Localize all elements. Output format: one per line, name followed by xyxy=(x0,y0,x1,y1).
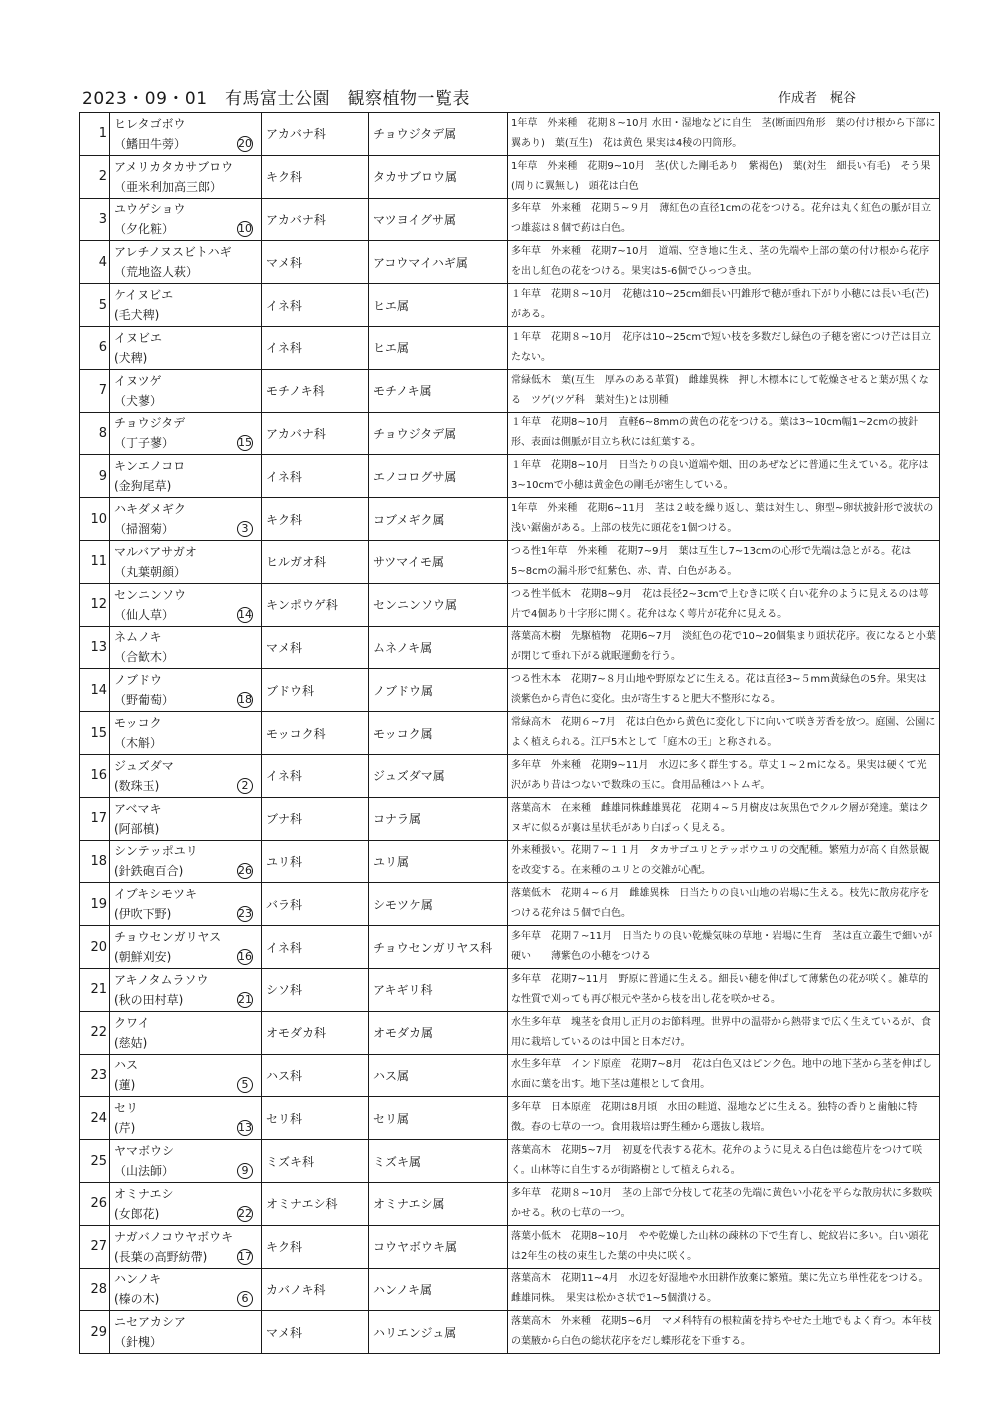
table-row xyxy=(80,540,940,583)
plant-description-text: １年草 花期8~10月 日当たりの良い道端や畑、田のあぜなどに普通に生えている。花序は3~10cmで小穂は黄金色の剛毛が密生している。 xyxy=(511,460,929,492)
plant-family: バラ科 xyxy=(262,883,369,926)
plant-name-cell xyxy=(110,1097,262,1140)
plant-name-cell xyxy=(110,1268,262,1311)
map-number-badge: 3 xyxy=(237,521,253,537)
plant-name: イヌツゲ xyxy=(114,373,162,388)
plant-family: マメ科 xyxy=(262,241,369,284)
plant-table xyxy=(79,112,940,1354)
plant-genus: マツヨイグサ属 xyxy=(369,198,508,241)
row-number: 12 xyxy=(80,583,110,626)
page-header xyxy=(82,84,940,110)
plant-name: アキノタムラソウ xyxy=(114,972,209,987)
plant-genus: エノコログサ属 xyxy=(369,455,508,498)
plant-name-cell xyxy=(110,412,262,455)
plant-description xyxy=(508,241,940,284)
map-number-badge: 5 xyxy=(237,1077,253,1093)
plant-description-text: １年草 花期８~10月 花穂は10~25cm細長い円錐形で穂が垂れ下がり小穂には長い毛(芒)がある。 xyxy=(511,289,929,321)
row-number: 7 xyxy=(80,369,110,412)
plant-description-text: 1年草 外来種 花期9~10月 茎(伏した剛毛あり 紫褐色) 葉(対生 細長い有毛) そう果(周りに翼無し) 頭花は白色 xyxy=(511,160,931,192)
plant-family: イネ科 xyxy=(262,754,369,797)
table-row xyxy=(80,1311,940,1354)
plant-family: セリ科 xyxy=(262,1097,369,1140)
plant-name-cell xyxy=(110,883,262,926)
plant-genus: コウヤボウキ属 xyxy=(369,1225,508,1268)
plant-family: キク科 xyxy=(262,1225,369,1268)
plant-genus: ユリ属 xyxy=(369,840,508,883)
plant-name-cell xyxy=(110,797,262,840)
plant-description xyxy=(508,1097,940,1140)
plant-family: オモダカ科 xyxy=(262,1011,369,1054)
row-number: 1 xyxy=(80,113,110,156)
map-number-badge: 15 xyxy=(238,436,252,450)
plant-name-cell xyxy=(110,155,262,198)
plant-genus: コナラ属 xyxy=(369,797,508,840)
map-number-badge: 10 xyxy=(238,222,252,236)
plant-description-text: 多年草 花期7~11月 野原に普通に生える。細長い穂を伸ばして薄紫色の花が咲く。雑草的な性質で刈っても再び根元や茎から枝を出し花を咲かせる。 xyxy=(511,973,929,1005)
plant-description xyxy=(508,712,940,755)
row-number: 3 xyxy=(80,198,110,241)
plant-name-cell xyxy=(110,198,262,241)
map-number-badge: 17 xyxy=(238,1249,252,1263)
plant-description-text: 多年草 外来種 花期7~10月 道端、空き地に生え、茎の先端や上部の葉の付け根から花序を出し紅色の花をつける。果実は5-6個でひっつき虫。 xyxy=(511,246,930,278)
plant-description xyxy=(508,455,940,498)
row-number: 15 xyxy=(80,712,110,755)
table-row xyxy=(80,412,940,455)
map-number-badge: 20 xyxy=(238,136,252,150)
plant-name-kanji: (阿部槙) xyxy=(114,821,160,836)
plant-family: イネ科 xyxy=(262,926,369,969)
plant-family: ミズキ科 xyxy=(262,1140,369,1183)
plant-genus: サツマイモ属 xyxy=(369,540,508,583)
plant-genus: ハス属 xyxy=(369,1054,508,1097)
plant-name-cell xyxy=(110,754,262,797)
plant-description-text: 水生多年草 塊茎を食用し正月のお節料理。世界中の温帯から熱帯まで広く生えているが、食用に栽培しているのは中国と日本だけ。 xyxy=(511,1016,931,1048)
plant-description xyxy=(508,626,940,669)
plant-name-kanji: (芹) xyxy=(114,1121,136,1136)
plant-family: アカバナ科 xyxy=(262,412,369,455)
table-row xyxy=(80,583,940,626)
plant-description-text: 落葉低木 花期４~６月 雌雄異株 日当たりの良い山地の岩場に生える。枝先に散房花序をつける花弁は５個で白色。 xyxy=(511,888,930,920)
plant-family: ブドウ科 xyxy=(262,669,369,712)
plant-name-cell xyxy=(110,926,262,969)
plant-name-kanji: (犬稗) xyxy=(114,350,148,365)
plant-family: ハス科 xyxy=(262,1054,369,1097)
plant-description xyxy=(508,1225,940,1268)
plant-family: オミナエシ科 xyxy=(262,1182,369,1225)
plant-name-cell xyxy=(110,455,262,498)
plant-genus: ヒエ属 xyxy=(369,326,508,369)
plant-name-kanji: (数珠玉) xyxy=(114,778,160,793)
plant-description xyxy=(508,1140,940,1183)
plant-family: イネ科 xyxy=(262,455,369,498)
plant-description xyxy=(508,926,940,969)
table-row xyxy=(80,113,940,156)
plant-description xyxy=(508,284,940,327)
row-number: 28 xyxy=(80,1268,110,1311)
plant-description-text: 水生多年草 インド原産 花期7~8月 花は白色又はピンク色。地中の地下茎から茎を伸ばし水面に葉を出す。地下茎は蓮根として食用。 xyxy=(511,1059,932,1091)
author-label: 作成者 梶谷 xyxy=(778,91,857,106)
map-number-badge: 18 xyxy=(238,693,252,707)
plant-table-body xyxy=(80,113,940,1354)
plant-name-kanji: （丸葉朝顔） xyxy=(114,564,187,579)
table-row xyxy=(80,669,940,712)
plant-genus: チョウジタデ属 xyxy=(369,113,508,156)
plant-description-text: １年草 花期8~10月 直軽6~8mmの黄色の花をつける。葉は3~10cm幅1~2cmの披針形、表面は側脈が目立ち秋には紅葉する。 xyxy=(511,417,919,449)
table-row xyxy=(80,840,940,883)
plant-name-kanji: （夕化粧） xyxy=(114,222,175,237)
plant-genus: セリ属 xyxy=(369,1097,508,1140)
plant-name: ノブドウ xyxy=(114,673,163,688)
plant-name-kanji: (朝鮮刈安) xyxy=(114,950,172,965)
plant-name: ユウゲショウ xyxy=(114,202,186,217)
page-title: 2023・09・01 有馬富士公園 観察植物一覧表 xyxy=(82,89,471,109)
table-row xyxy=(80,1054,940,1097)
plant-family: シソ科 xyxy=(262,968,369,1011)
plant-description-text: 常緑低木 葉(互生 厚みのある革質) 雌雄異株 押し木標本にして乾燥させると葉が黒くなる ツゲ(ツゲ科 葉対生)とは別種 xyxy=(511,374,929,406)
plant-description xyxy=(508,840,940,883)
plant-name-kanji: （山法師） xyxy=(114,1164,175,1179)
row-number: 11 xyxy=(80,540,110,583)
plant-genus: タカサブロウ属 xyxy=(369,155,508,198)
plant-name: モッコク xyxy=(114,716,162,731)
row-number: 16 xyxy=(80,754,110,797)
map-number-badge: 2 xyxy=(237,778,253,794)
plant-name-cell xyxy=(110,241,262,284)
plant-name: ハキダメギク xyxy=(114,502,186,517)
plant-name-kanji: (女郎花) xyxy=(114,1206,160,1221)
row-number: 27 xyxy=(80,1225,110,1268)
plant-family: マメ科 xyxy=(262,1311,369,1354)
plant-description-text: 多年草 外来種 花期５~９月 薄紅色の直径1cmの花をつける。花弁は丸く紅色の脈が目立つ雄蕊は８個で葯は白色。 xyxy=(511,203,931,235)
plant-name-cell xyxy=(110,712,262,755)
plant-genus: モチノキ属 xyxy=(369,369,508,412)
plant-description-text: 多年草 外来種 花期9~11月 水辺に多く群生する。草丈１~２mになる。果実は硬くて光沢があり昔はつないで数珠の玉に。食用品種はハトムギ。 xyxy=(511,759,927,791)
plant-description xyxy=(508,155,940,198)
plant-name-cell xyxy=(110,669,262,712)
plant-family: カバノキ科 xyxy=(262,1268,369,1311)
plant-family: キク科 xyxy=(262,498,369,541)
plant-description xyxy=(508,1311,940,1354)
table-row xyxy=(80,883,940,926)
plant-family: モチノキ科 xyxy=(262,369,369,412)
plant-name: ナガバノコウヤボウキ xyxy=(114,1229,234,1244)
map-number-badge: 14 xyxy=(238,607,252,621)
plant-family: マメ科 xyxy=(262,626,369,669)
plant-genus: シモツケ属 xyxy=(369,883,508,926)
plant-name: ヤマボウシ xyxy=(114,1144,175,1159)
plant-name-cell xyxy=(110,1182,262,1225)
row-number: 6 xyxy=(80,326,110,369)
plant-genus: ヒエ属 xyxy=(369,284,508,327)
plant-name-kanji: (針鉄砲百合) xyxy=(114,864,184,879)
plant-name-cell xyxy=(110,1140,262,1183)
plant-description-text: つる性1年草 外来種 花期7~9月 葉は互生し7~13cmの心形で先端は急とがる。花は5~8cmの漏斗形で紅紫色、赤、青、白色がある。 xyxy=(511,545,912,577)
plant-family: モッコク科 xyxy=(262,712,369,755)
plant-description-text: 落葉高木樹 先駆植物 花期6~7月 淡紅色の花で10~20個集まり頭状花序。夜になると小葉が閉じて垂れ下がる就眠運動を行う。 xyxy=(511,631,936,663)
plant-name-kanji: (金狗尾草) xyxy=(114,479,172,494)
table-row xyxy=(80,284,940,327)
plant-name-kanji: (長葉の高野紡帶) xyxy=(114,1249,208,1264)
plant-name-cell xyxy=(110,498,262,541)
plant-name-kanji: （合歓木） xyxy=(114,650,175,665)
plant-description xyxy=(508,669,940,712)
plant-name: ケイヌビエ xyxy=(114,288,174,303)
plant-description xyxy=(508,369,940,412)
plant-name-kanji: （荒地盗人萩） xyxy=(114,265,199,280)
plant-name-cell xyxy=(110,540,262,583)
plant-name-kanji: (秋の田村草) xyxy=(114,992,184,1007)
table-row xyxy=(80,155,940,198)
plant-family: ユリ科 xyxy=(262,840,369,883)
table-row xyxy=(80,369,940,412)
plant-description xyxy=(508,1054,940,1097)
table-row xyxy=(80,1011,940,1054)
plant-family: キンポウゲ科 xyxy=(262,583,369,626)
plant-name-kanji: （犬蓼） xyxy=(114,393,163,408)
plant-name-kanji: （亜米利加高三郎） xyxy=(114,179,223,194)
plant-description-text: 落葉高木 在来種 雌雄同株雌雄異花 花期４~５月樹皮は灰黒色でクルク層が発達。葉はクヌギに似るが裏は星状毛があり白ぽっく見える。 xyxy=(511,802,929,834)
map-number-badge: 21 xyxy=(238,992,252,1006)
plant-description-text: 1年草 外来種 花期6~11月 茎は２岐を繰り返し、葉は対生し、卵型~卵状披針形で波状の浅い鋸歯がある。上部の枝先に頭花を1個つける。 xyxy=(511,503,934,535)
plant-description-text: 落葉高木 外来種 花期5~6月 マメ科特有の根粒菌を持ちやせた土地でもよく育つ。本年枝の葉腋から白色の総状花序をだし蝶形花を下垂する。 xyxy=(511,1316,932,1348)
plant-name: シンテッポユリ xyxy=(114,844,198,859)
plant-description-text: 落葉高木 花期11~4月 水辺を好湿地や水田耕作放棄に繁殖。葉に先立ち単性花をつける。雌雄同株。 果実は松かさ状で1~5個潰ける。 xyxy=(511,1273,929,1305)
plant-description-text: つる性木本 花期7~８月山地や野原などに生える。花は直径3~５mm黄緑色の5弁。果実は淡紫色から青色に変化。虫が寄生すると肥大不整形になる。 xyxy=(511,674,927,706)
plant-name-cell xyxy=(110,840,262,883)
plant-description-text: 落葉高木 花期5~7月 初夏を代表する花木。花弁のように見える白色は総苞片をつけて咲く。山林等に自生するが街路樹として植えられる。 xyxy=(511,1145,923,1177)
plant-description-text: 多年草 花期７~11月 日当たりの良い乾燥気味の草地・岩場に生育 茎は直立叢生で細いが硬い 薄紫色の小穂をつける xyxy=(511,931,933,963)
plant-name-cell xyxy=(110,369,262,412)
row-number: 4 xyxy=(80,241,110,284)
plant-name-cell xyxy=(110,1011,262,1054)
map-number-badge: 16 xyxy=(238,949,252,963)
row-number: 18 xyxy=(80,840,110,883)
plant-name: ハス xyxy=(114,1058,139,1073)
plant-description-text: 多年草 花期８~10月 茎の上部で分枝して花茎の先端に黄色い小花を平らな散房状に多数咲かせる。秋の七草の一つ。 xyxy=(511,1187,933,1219)
plant-name-cell xyxy=(110,326,262,369)
plant-family: アカバナ科 xyxy=(262,113,369,156)
table-row xyxy=(80,626,940,669)
plant-genus: センニンソウ属 xyxy=(369,583,508,626)
plant-description xyxy=(508,540,940,583)
plant-name-cell xyxy=(110,1225,262,1268)
table-row xyxy=(80,1225,940,1268)
table-row xyxy=(80,1097,940,1140)
plant-description xyxy=(508,754,940,797)
map-number-badge: 9 xyxy=(237,1163,253,1179)
row-number: 14 xyxy=(80,669,110,712)
plant-name: ヒレタゴボウ xyxy=(114,116,186,131)
plant-genus: チョウジタデ属 xyxy=(369,412,508,455)
plant-name-kanji: （仙人草） xyxy=(114,607,175,622)
table-row xyxy=(80,926,940,969)
row-number: 22 xyxy=(80,1011,110,1054)
plant-description xyxy=(508,583,940,626)
plant-name: チョウセンガリヤス xyxy=(114,930,222,945)
plant-description xyxy=(508,198,940,241)
plant-name-kanji: （針槐） xyxy=(114,1335,163,1350)
table-row xyxy=(80,198,940,241)
plant-name-kanji: （野葡萄） xyxy=(114,693,175,708)
plant-family: イネ科 xyxy=(262,326,369,369)
plant-name: ジュズダマ xyxy=(114,758,174,773)
plant-name: チョウジタデ xyxy=(114,416,186,431)
plant-genus: ミズキ属 xyxy=(369,1140,508,1183)
map-number-badge: 26 xyxy=(238,864,252,878)
plant-name-kanji: (榛の木) xyxy=(114,1292,160,1307)
plant-name-cell xyxy=(110,284,262,327)
map-number-badge: 13 xyxy=(238,1121,252,1135)
plant-description-text: 1年草 外来種 花期８~10月 水田・湿地などに自生 茎(断面四角形 葉の付け根から下部に翼あり) 葉(互生) 花は黄色 果実は4稜の円筒形。 xyxy=(511,117,936,149)
plant-family: アカバナ科 xyxy=(262,198,369,241)
plant-name-kanji: (伊吹下野) xyxy=(114,907,172,922)
plant-genus: ジュズダマ属 xyxy=(369,754,508,797)
plant-genus: アコウマイハギ属 xyxy=(369,241,508,284)
plant-name: キンエノコロ xyxy=(114,459,186,474)
plant-genus: ノブドウ属 xyxy=(369,669,508,712)
plant-name-cell xyxy=(110,113,262,156)
plant-name: クワイ xyxy=(114,1015,150,1030)
plant-name-kanji: (蓮) xyxy=(114,1078,136,1093)
plant-name: マルバアサガオ xyxy=(114,544,197,559)
plant-description-text: 常緑高木 花期６~7月 花は白色から黄色に変化し下に向いて咲き芳香を放つ。庭園、公園によく植えられる。江戸5木として「庭木の王」と称される。 xyxy=(511,717,936,749)
row-number: 13 xyxy=(80,626,110,669)
plant-name: アレチノヌスビトハギ xyxy=(114,245,232,260)
plant-name: センニンソウ xyxy=(114,587,187,602)
plant-description xyxy=(508,968,940,1011)
table-row xyxy=(80,968,940,1011)
plant-name: ネムノキ xyxy=(114,630,162,645)
table-row xyxy=(80,1268,940,1311)
plant-genus: ハンノキ属 xyxy=(369,1268,508,1311)
table-row xyxy=(80,1182,940,1225)
plant-name-kanji: （丁子蓼） xyxy=(114,436,175,451)
row-number: 9 xyxy=(80,455,110,498)
plant-name-cell xyxy=(110,968,262,1011)
plant-genus: コブメギク属 xyxy=(369,498,508,541)
plant-description-text: 落葉小低木 花期8~10月 やや乾燥した山林の疎林の下で生育し、蛇紋岩に多い。白い頭花は2年生の枝の束生した葉の中央に咲く。 xyxy=(511,1230,929,1262)
row-number: 17 xyxy=(80,797,110,840)
map-number-badge: 23 xyxy=(238,907,252,921)
plant-description xyxy=(508,412,940,455)
plant-name-kanji: (慈姑) xyxy=(114,1035,148,1050)
plant-name: イヌビエ xyxy=(114,330,163,345)
row-number: 10 xyxy=(80,498,110,541)
plant-name-kanji: (毛犬稗) xyxy=(114,308,160,323)
plant-name: ニセアカシア xyxy=(114,1315,186,1330)
plant-family: ヒルガオ科 xyxy=(262,540,369,583)
row-number: 29 xyxy=(80,1311,110,1354)
plant-name: セリ xyxy=(114,1101,139,1116)
map-number-badge: 6 xyxy=(237,1291,253,1307)
plant-genus: モッコク属 xyxy=(369,712,508,755)
plant-name-cell xyxy=(110,626,262,669)
table-row xyxy=(80,326,940,369)
row-number: 21 xyxy=(80,968,110,1011)
plant-name-kanji: （掃溜菊） xyxy=(114,522,175,537)
plant-genus: ハリエンジュ属 xyxy=(369,1311,508,1354)
row-number: 8 xyxy=(80,412,110,455)
plant-name-cell xyxy=(110,1311,262,1354)
plant-description-text: つる性半低木 花期8~9月 花は長径2~3cmで上むきに咲く白い花弁のように見えるのは萼片で4個あり十字形に開く。花弁はなく萼片が花弁に見える。 xyxy=(511,588,929,620)
table-row xyxy=(80,455,940,498)
plant-description xyxy=(508,883,940,926)
map-number-badge: 22 xyxy=(238,1206,252,1220)
row-number: 20 xyxy=(80,926,110,969)
row-number: 23 xyxy=(80,1054,110,1097)
plant-name: イブキシモツキ xyxy=(114,887,198,902)
table-row xyxy=(80,797,940,840)
table-row xyxy=(80,754,940,797)
plant-genus: ムネノキ属 xyxy=(369,626,508,669)
row-number: 2 xyxy=(80,155,110,198)
row-number: 24 xyxy=(80,1097,110,1140)
plant-description xyxy=(508,113,940,156)
plant-genus: オモダカ属 xyxy=(369,1011,508,1054)
plant-family: キク科 xyxy=(262,155,369,198)
plant-description-text: 外来種扱い。花期７~１１月 タカサゴユリとテッポウユリの交配種。繁殖力が高く自然景観を改変する。在来種のユリとの交雑が心配。 xyxy=(511,845,929,877)
plant-description xyxy=(508,326,940,369)
row-number: 25 xyxy=(80,1140,110,1183)
table-row xyxy=(80,241,940,284)
row-number: 19 xyxy=(80,883,110,926)
plant-description xyxy=(508,1011,940,1054)
table-row xyxy=(80,712,940,755)
plant-name: ハンノキ xyxy=(114,1272,162,1287)
plant-description-text: 多年草 日本原産 花期は8月頃 水田の畦道、湿地などに生える。独特の香りと歯触に特徴。春の七草の一つ。食用栽培は野生種から選抜し栽培。 xyxy=(511,1102,918,1134)
plant-name: アメリカタカサブロウ xyxy=(114,159,234,174)
plant-name-kanji: （木斛） xyxy=(114,736,163,751)
table-row xyxy=(80,498,940,541)
row-number: 5 xyxy=(80,284,110,327)
plant-genus: アキギリ科 xyxy=(369,968,508,1011)
plant-genus: チョウセンガリヤス科 xyxy=(369,926,508,969)
plant-name: オミナエシ xyxy=(114,1186,174,1201)
plant-family: イネ科 xyxy=(262,284,369,327)
plant-name-cell xyxy=(110,1054,262,1097)
plant-description xyxy=(508,498,940,541)
plant-description xyxy=(508,1182,940,1225)
plant-genus: オミナエシ属 xyxy=(369,1182,508,1225)
plant-name-cell xyxy=(110,583,262,626)
table-row xyxy=(80,1140,940,1183)
row-number: 26 xyxy=(80,1182,110,1225)
plant-description xyxy=(508,797,940,840)
plant-description xyxy=(508,1268,940,1311)
plant-name-kanji: （鰭田牛蒡） xyxy=(114,136,187,151)
plant-description-text: １年草 花期８~10月 花序は10~25cmで短い枝を多数だし緑色の子穂を密につけ芒は目立たない。 xyxy=(511,331,931,363)
plant-name: アベマキ xyxy=(114,801,162,816)
plant-family: ブナ科 xyxy=(262,797,369,840)
